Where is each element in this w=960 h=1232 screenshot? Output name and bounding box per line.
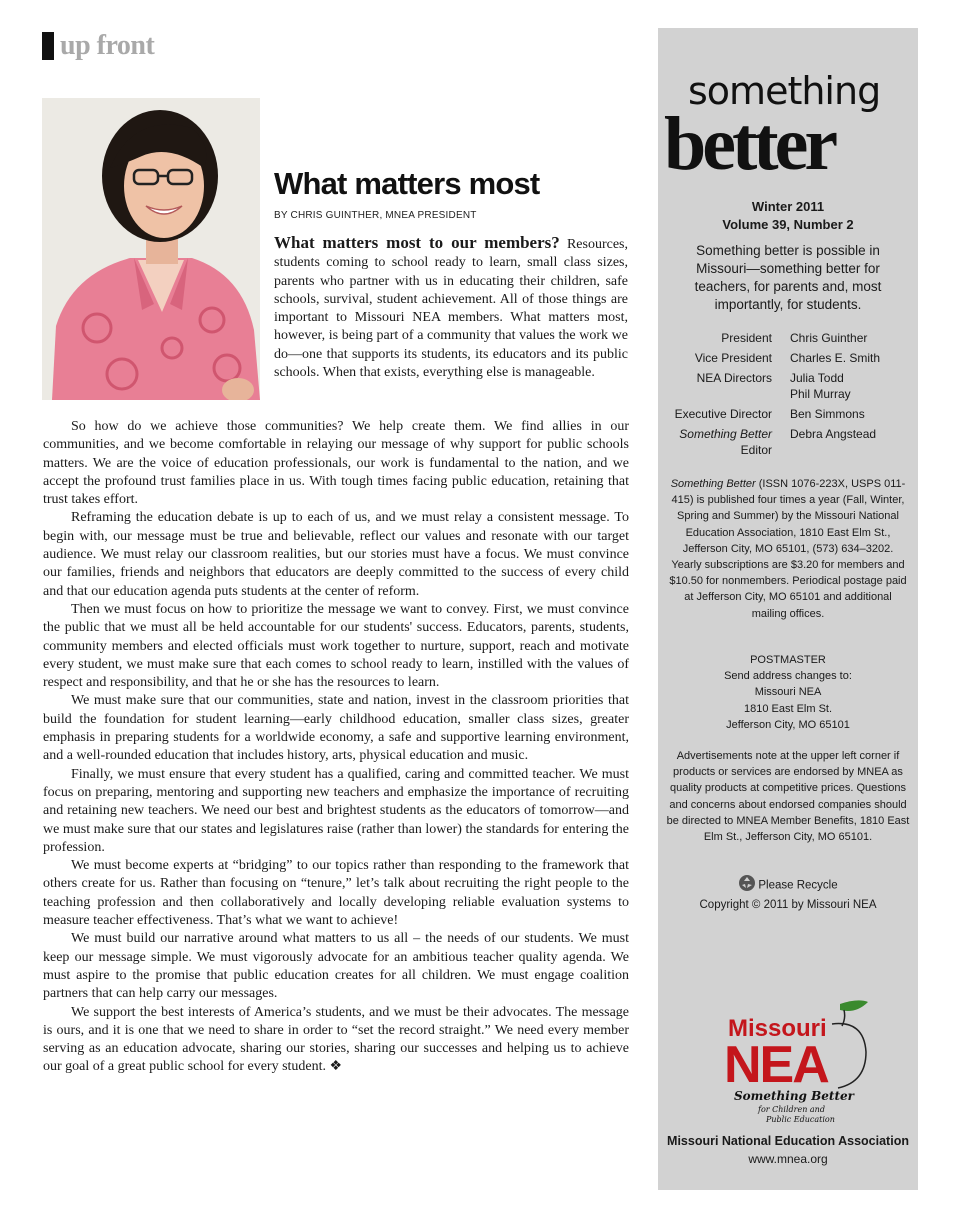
recycle-text: Please Recycle <box>758 879 838 892</box>
organization-url[interactable]: www.mnea.org <box>748 1152 828 1166</box>
staff-role-editor <box>658 426 790 458</box>
staff-row <box>658 330 918 346</box>
postmaster-line: Missouri NEA <box>754 686 822 699</box>
staff-list <box>658 330 918 462</box>
masthead-title-top: something <box>688 69 881 113</box>
staff-row <box>658 406 918 422</box>
section-label: up front <box>60 30 155 61</box>
copyright: Copyright © 2011 by Missouri NEA <box>699 899 877 912</box>
author-photo <box>42 98 260 400</box>
organization-name: Missouri National Education Association <box>667 1134 909 1148</box>
publication-title: Something Better <box>670 478 756 490</box>
staff-role: NEA Directors <box>696 371 772 385</box>
article-lead-in: What matters most to our members? <box>274 233 560 252</box>
staff-role: Vice President <box>694 351 772 365</box>
issue-volume: Volume 39, Number 2 <box>722 217 854 232</box>
staff-name: Ben Simmons <box>790 407 865 421</box>
article-body <box>43 418 629 1077</box>
recycle-block <box>658 874 918 913</box>
missouri-nea-logo-graphic <box>722 996 872 1124</box>
masthead-title-bottom: better <box>664 102 835 186</box>
issue-info <box>658 198 918 234</box>
staff-name: Phil Murray <box>790 387 851 401</box>
postmaster-line: Jefferson City, MO 65101 <box>726 718 850 731</box>
masthead-sidebar <box>658 28 918 1190</box>
article-paragraph: So how do we achieve those communities? We help create them. We find allies in our communities, and we become comfortable in relaying our message of why support for public schools matters. We are the voice of education professionals, our work is fundamental to the nation, and we accept the profound trust families place in us. With tough times facing public education, retaining that trust takes effort. <box>43 419 629 508</box>
staff-name: Chris Guinther <box>790 331 868 345</box>
staff-name: Julia Todd <box>790 371 844 385</box>
recycle-icon <box>738 874 756 897</box>
article-lead-paragraph <box>274 234 628 382</box>
article-paragraph: We support the best interests of America’s students, and we must be their advocates. The message is ours, and it is one that we need to share in order to “set the record straight.” We need every member serving as an education advocate, sharing our stories, sharing our successes and helping us to achieve our goal of a great public school for every student. ❖ <box>43 1004 629 1075</box>
editor-role-label: Editor <box>740 443 772 457</box>
logo-tagline-1: Something Better <box>734 1089 854 1103</box>
staff-row <box>658 426 918 458</box>
staff-role: President <box>721 331 772 345</box>
article-paragraph: Reframing the education debate is up to each of us, and we must relay a consistent message. To begin with, our message must be true and believable, reflect our values and resonate with our target audience. We must relay our classroom realities, but our stories must have a focus. We must convince our families, friends and neighbors that educators are deeply committed to the success of every child and that our education agenda puts students at the center of reform. <box>43 510 629 599</box>
section-header <box>42 30 154 62</box>
section-bar <box>42 32 54 60</box>
article-paragraph: We must become experts at “bridging” to our topics rather than responding to the framework that others create for us. Rather than focusing on “tenure,” let’s talk about recruiting the right people to the teaching profession and then collaboratively and locally developing reliable evaluation systems to measure teacher effectiveness. That’s what we want to achieve! <box>43 858 629 929</box>
article-paragraph: We must make sure that our communities, state and nation, invest in the classroom priorities that build the foundation for student learning—early childhood education, smaller class sizes, greater emphasis in preparing students for a worldwide economy, a safe and supportive learning environment, and a well-rounded education that includes history, arts, physical education and music. <box>43 693 629 764</box>
postmaster-line: 1810 East Elm St. <box>743 702 833 715</box>
article-headline: What matters most <box>274 166 540 201</box>
staff-name: Debra Angstead <box>790 427 877 441</box>
article-paragraph: Then we must focus on how to prioritize the message we want to convey. First, we must convince the public that we must all be held accountable for our students' success. Educators, parents, students, community members and elected officials must work together to nurture, support, reach and motivate every student, we must make sure that each comes to school ready to learn, instilled with the values of respect and responsibility, and that he or she has the resources to learn. <box>43 601 629 691</box>
author-photo-illustration <box>42 98 260 400</box>
advertising-note: Advertisements note at the upper left corner if products or services are endorsed by MNEA as quality products at competitive prices. Questions and concerns about endorsed companies should be directed to MNEA Member Benefits, 1810 East Elm St., Jefferson City, MO 65101. <box>666 750 910 844</box>
staff-name: Charles E. Smith <box>790 351 881 365</box>
postmaster-line: Send address changes to: <box>724 670 852 683</box>
tagline: Something better is possible in Missouri—something better for teachers, for parents and, most importantly, for students. <box>694 243 882 312</box>
logo-tagline-3: Public Education <box>766 1115 835 1124</box>
article-byline: BY CHRIS GUINTHER, MNEA PRESIDENT <box>274 210 477 221</box>
publication-info <box>668 476 908 622</box>
logo-word-missouri: Missouri <box>728 1015 827 1042</box>
postmaster-block <box>668 652 908 733</box>
article-lead-text: Resources, students coming to school ready to learn, small class sizes, parents who partner with us in educating their children, safe schools, survival, student achievement. All of those things are important to Missouri NEA members. What matters most, however, is being part of a community that values the work we do—one that supports its students, its educators and its public schools. When that exists, everything else is manageable. <box>274 237 628 381</box>
staff-role: Executive Director <box>674 407 772 421</box>
logo-tagline-2: for Children and <box>758 1105 825 1114</box>
staff-row <box>658 370 918 402</box>
publication-details: (ISSN 1076-223X, USPS 011-415) is published four times a year (Fall, Winter, Spring and Summer) by the Missouri National Education Association, 1810 East Elm St., Jefferson City, MO 65101, (573) 634–3202. Yearly subscriptions are $3.20 for members and $10.50 for nonmembers. Periodical postage paid at Jefferson City, MO 65101 and additional mailing offices. <box>669 478 907 620</box>
article-paragraph: Finally, we must ensure that every student has a qualified, caring and committed teacher. We must focus on preparing, mentoring and supporting new teachers and emphasize the importance of recruiting and retaining new teachers. We need our best and brightest students as the educators of tomorrow—and we must make sure that our states and legislatures raise (rather than lower) the standards for entering the profession. <box>43 766 629 855</box>
staff-row <box>658 350 918 366</box>
editor-publication-name: Something Better <box>679 427 772 441</box>
missouri-nea-logo <box>722 996 872 1124</box>
logo-word-nea: NEA <box>724 1036 828 1094</box>
postmaster-heading: POSTMASTER <box>750 654 826 666</box>
issue-season: Winter 2011 <box>751 199 825 214</box>
article-paragraph: We must build our narrative around what matters to us all – the needs of our students. We must keep our message simple. We must vigorously advocate for an ambitious teacher quality agenda. We must aspire to the promise that public education creates for all children. We must engage coalition partners that can help carry our messages. <box>43 931 629 1002</box>
